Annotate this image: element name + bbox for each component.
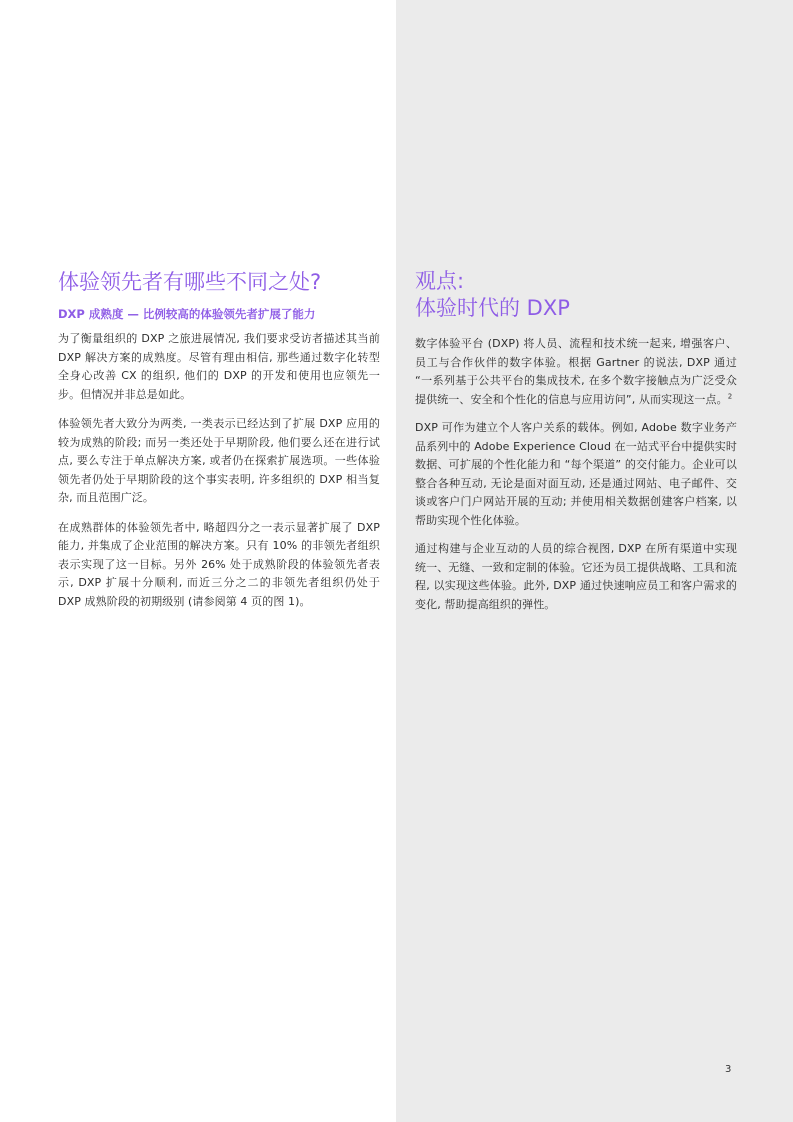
sidebar-heading [415, 268, 737, 322]
section-subheading: DXP 成熟度 — 比例较高的体验领先者扩展了能力 [58, 307, 316, 321]
sidebar-paragraph: 通过构建与企业互动的人员的综合视图, DXP 在所有渠道中实现统一、无缝、一致和定制的体验。它还为员工提供战略、工具和流程, 以实现这些体验。此外, DXP 通过快速响应员工和客户需求的变化, 帮助提高组织的弹性。 [415, 542, 737, 611]
sidebar-paragraph-text: 数字体验平台 (DXP) 将人员、流程和技术统一起来, 增强客户、员工与合作伙伴的数字体验。根据 Gartner 的说法, DXP 通过 “一系列基于公共平台的集成技术, 在多个数字接触点为广泛受众提供统一、安全和个性化的信息与应用访问”, 从而实现这一点。 [415, 337, 737, 406]
sidebar-paragraph: DXP 可作为建立个人客户关系的载体。例如, Adobe 数字业务产品系列中的 Adobe Experience Cloud 在一站式平台中提供实时数据、可扩展的个性化能力和 “每个渠道” 的交付能力。企业可以整合各种互动, 无论是面对面互动, 还是通过网站、电子邮件、交谈或客户门户网站开展的互动; 并使用相关数据创建客户档案, 以帮助实现个性化体验。 [415, 421, 737, 527]
viewpoint-sidebar [415, 268, 737, 614]
body-paragraph: 在成熟群体的体验领先者中, 略超四分之一表示显著扩展了 DXP 能力, 并集成了企业范围的解决方案。只有 10% 的非领先者组织表示实现了这一目标。另外 26% 处于成熟阶段的体验领先者表示, DXP 扩展十分顺利, 而近三分之二的非领先者组织仍处于 DXP 成熟阶段的初期级别 (请参阅第 4 页的图 1)。 [58, 520, 380, 608]
sidebar-heading-line2: 体验时代的 DXP [415, 296, 570, 320]
sidebar-paragraph [415, 335, 737, 409]
main-article-column [58, 268, 380, 611]
body-paragraph: 体验领先者大致分为两类, 一类表示已经达到了扩展 DXP 应用的较为成熟的阶段; 而另一类还处于早期阶段, 他们要么还在进行试点, 要么专注于单点解决方案, 或者仍在探索扩展选项。一些体验领先者仍处于早期阶段的这个事实表明, 许多组织的 DXP 相当复杂, 而且范围广泛。 [58, 417, 380, 504]
body-paragraph: 为了衡量组织的 DXP 之旅进展情况, 我们要求受访者描述其当前 DXP 解决方案的成熟度。尽管有理由相信, 那些通过数字化转型全身心改善 CX 的组织, 他们的 DXP 的开发和使用也应领先一步。但情况并非总是如此。 [58, 332, 380, 401]
sidebar-heading-line1: 观点: [415, 269, 465, 293]
footnote-marker[interactable]: 2 [727, 391, 733, 400]
page-number: 3 [725, 1064, 732, 1075]
section-heading: 体验领先者有哪些不同之处? [58, 270, 322, 294]
